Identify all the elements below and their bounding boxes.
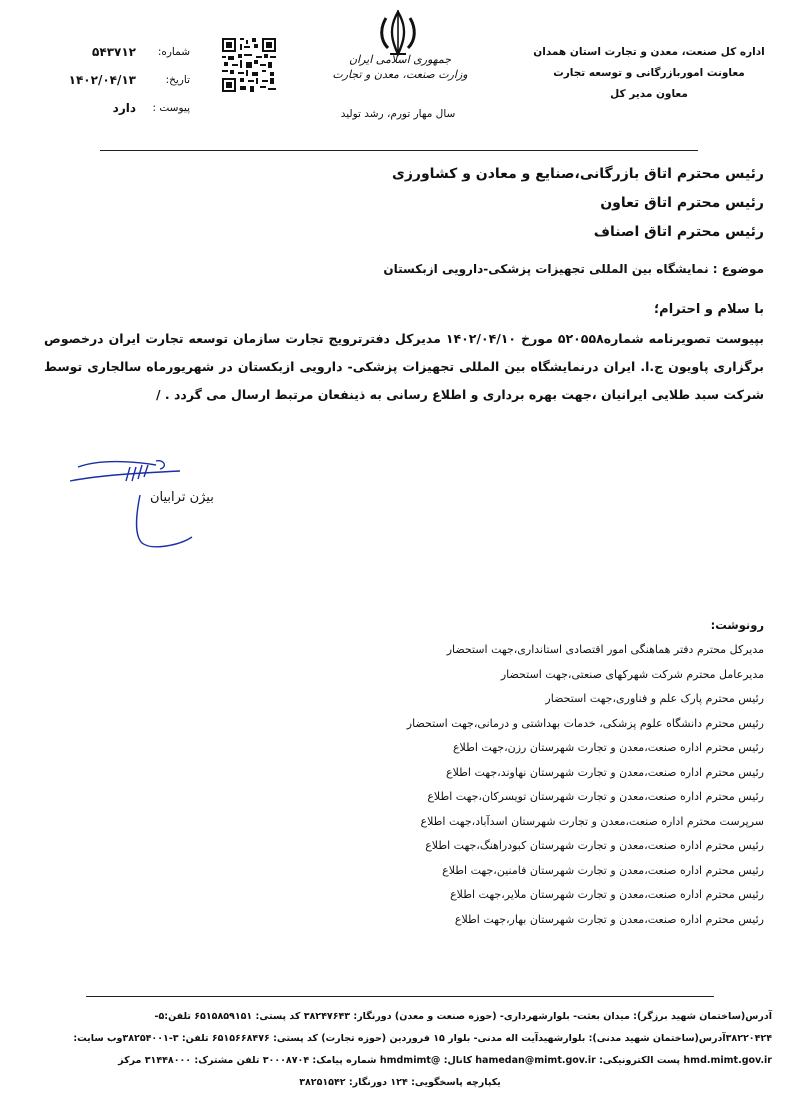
gov-line: جمهوری اسلامی ایران — [348, 53, 452, 66]
footer-line: hmd.mimt.gov.ir پست الکترونیکی: hamedan@mimt.gov.ir کانال: @hmdmimt شماره پیامک: ۳۰۰۰۸۷۰۴ تلفن مشترک: ۳۱۴۴۸۰۰۰ مرکز — [118, 1055, 772, 1066]
cc-item: رئیس محترم اداره صنعت،معدن و تجارت شهرستان ملایر،جهت اطلاع — [450, 888, 764, 901]
org-line: معاون مدیر کل — [610, 88, 688, 100]
subject-line: موضوع : نمایشگاه بین المللی تجهیزات پزشکی-دارویی ازبکستان — [383, 262, 764, 276]
number-row — [40, 38, 190, 66]
org-line: اداره کل صنعت، معدن و تجارت استان همدان — [533, 46, 765, 58]
signatory-name: بیژن ترابیان — [150, 490, 214, 505]
number-value: ۵۴۳۷۱۲ — [92, 45, 136, 59]
footer-contact — [28, 1006, 772, 1094]
footer-line: آدرس(ساختمان شهید برزگر): میدان بعثت- بلوارشهرداری- (حوزه صنعت و معدن) دورنگار: ۳۸۲۴۷۶۴۳ کد پستی: ۶۵۱۵۸۵۹۱۵۱ تلفن:۵- — [154, 1011, 772, 1022]
attachment-value: دارد — [112, 101, 136, 115]
organization-block — [520, 42, 778, 105]
cc-item: مدیرکل محترم دفتر هماهنگی امور اقتصادی استانداری،جهت استحضار — [446, 643, 764, 656]
government-title — [330, 52, 470, 82]
attachment-label: پیوست : — [152, 102, 190, 114]
number-label: شماره: — [157, 46, 190, 58]
addressee-block — [264, 160, 764, 247]
attachment-row — [40, 94, 190, 122]
addressee-line: رئیس محترم اتاق تعاون — [600, 195, 764, 211]
cc-item: سرپرست محترم اداره صنعت،معدن و تجارت شهرستان اسدآباد،جهت اطلاع — [420, 814, 764, 828]
greeting: با سلام و احترام؛ — [653, 302, 764, 317]
addressee-line: رئیس محترم اتاق اصناف — [593, 224, 764, 240]
cc-item: رئیس محترم اداره صنعت،معدن و تجارت شهرستان فامنین،جهت اطلاع — [442, 863, 764, 877]
cc-item: رئیس محترم اداره صنعت،معدن و تجارت شهرستان نهاوند،جهت اطلاع — [446, 765, 764, 779]
addressee-line: رئیس محترم اتاق بازرگانی،صنایع و معادن و کشاورزی — [392, 166, 764, 182]
date-value: ۱۴۰۲/۰۴/۱۳ — [68, 73, 136, 87]
cc-title: رونوشت: — [710, 618, 764, 632]
emblem-logo — [372, 8, 424, 58]
footer-line: یکپارچه پاسخگویی: ۱۲۴ دورنگار: ۳۸۲۵۱۵۴۲ — [299, 1077, 501, 1088]
date-row — [40, 66, 190, 94]
cc-item: رئیس محترم اداره صنعت،معدن و تجارت شهرستان تویسرکان،جهت اطلاع — [427, 790, 764, 803]
ministry-line: وزارت صنعت، معدن و تجارت — [332, 68, 468, 81]
cc-item: مدیرعامل محترم شرکت شهرکهای صنعتی،جهت استحضار — [500, 667, 764, 681]
footer-divider — [86, 996, 714, 997]
qr-code-icon — [222, 38, 276, 92]
org-line: معاونت اموربازرگانی و توسعه تجارت — [553, 67, 745, 79]
letter-body: بپیوست تصویرنامه شماره۵۲۰۵۵۸ مورخ ۱۴۰۲/۰۴/۱۰ مدیرکل دفترترویج تجارت سازمان توسعه تجارت ایران درخصوص برگزاری پاویون ج.ا. ایران درنمایشگاه بین المللی تجهیزات پزشکی- دارویی ازبکستان در شهریورماه سالجاری توسط شرکت سبد طلایی ایرانیان ،جهت بهره برداری و اطلاع رسانی به ذینفعان مرتبط ارسال می گردد . / — [44, 331, 764, 402]
header-divider — [100, 150, 698, 151]
cc-item: رئیس محترم اداره صنعت،معدن و تجارت شهرستان رزن،جهت اطلاع — [452, 741, 764, 754]
year-slogan: سال مهار تورم، رشد تولید — [340, 108, 456, 120]
footer-line: ۳۸۲۲۰۴۲۴آدرس(ساختمان شهید مدنی): بلوارشهیدآیت اله مدنی- بلوار ۱۵ فروردین (حوزه تجارت) کد پستی: ۶۵۱۵۶۶۸۴۷۶ تلفن: ۳-۳۸۲۵۴۰۰۱وب سایت: — [73, 1033, 772, 1044]
cc-list — [264, 638, 764, 932]
date-label: تاریخ: — [165, 74, 190, 86]
cc-item: رئیس محترم دانشگاه علوم پزشکی، خدمات بهداشتی و درمانی،جهت استحضار — [406, 716, 764, 730]
letter-meta — [40, 38, 190, 122]
cc-item: رئیس محترم اداره صنعت،معدن و تجارت شهرستان کبودراهنگ،جهت اطلاع — [425, 839, 764, 852]
cc-item: رئیس محترم اداره صنعت،معدن و تجارت شهرستان بهار،جهت اطلاع — [454, 912, 764, 926]
handwritten-signature — [60, 455, 210, 555]
cc-item: رئیس محترم پارک علم و فناوری،جهت استحضار — [545, 692, 764, 705]
